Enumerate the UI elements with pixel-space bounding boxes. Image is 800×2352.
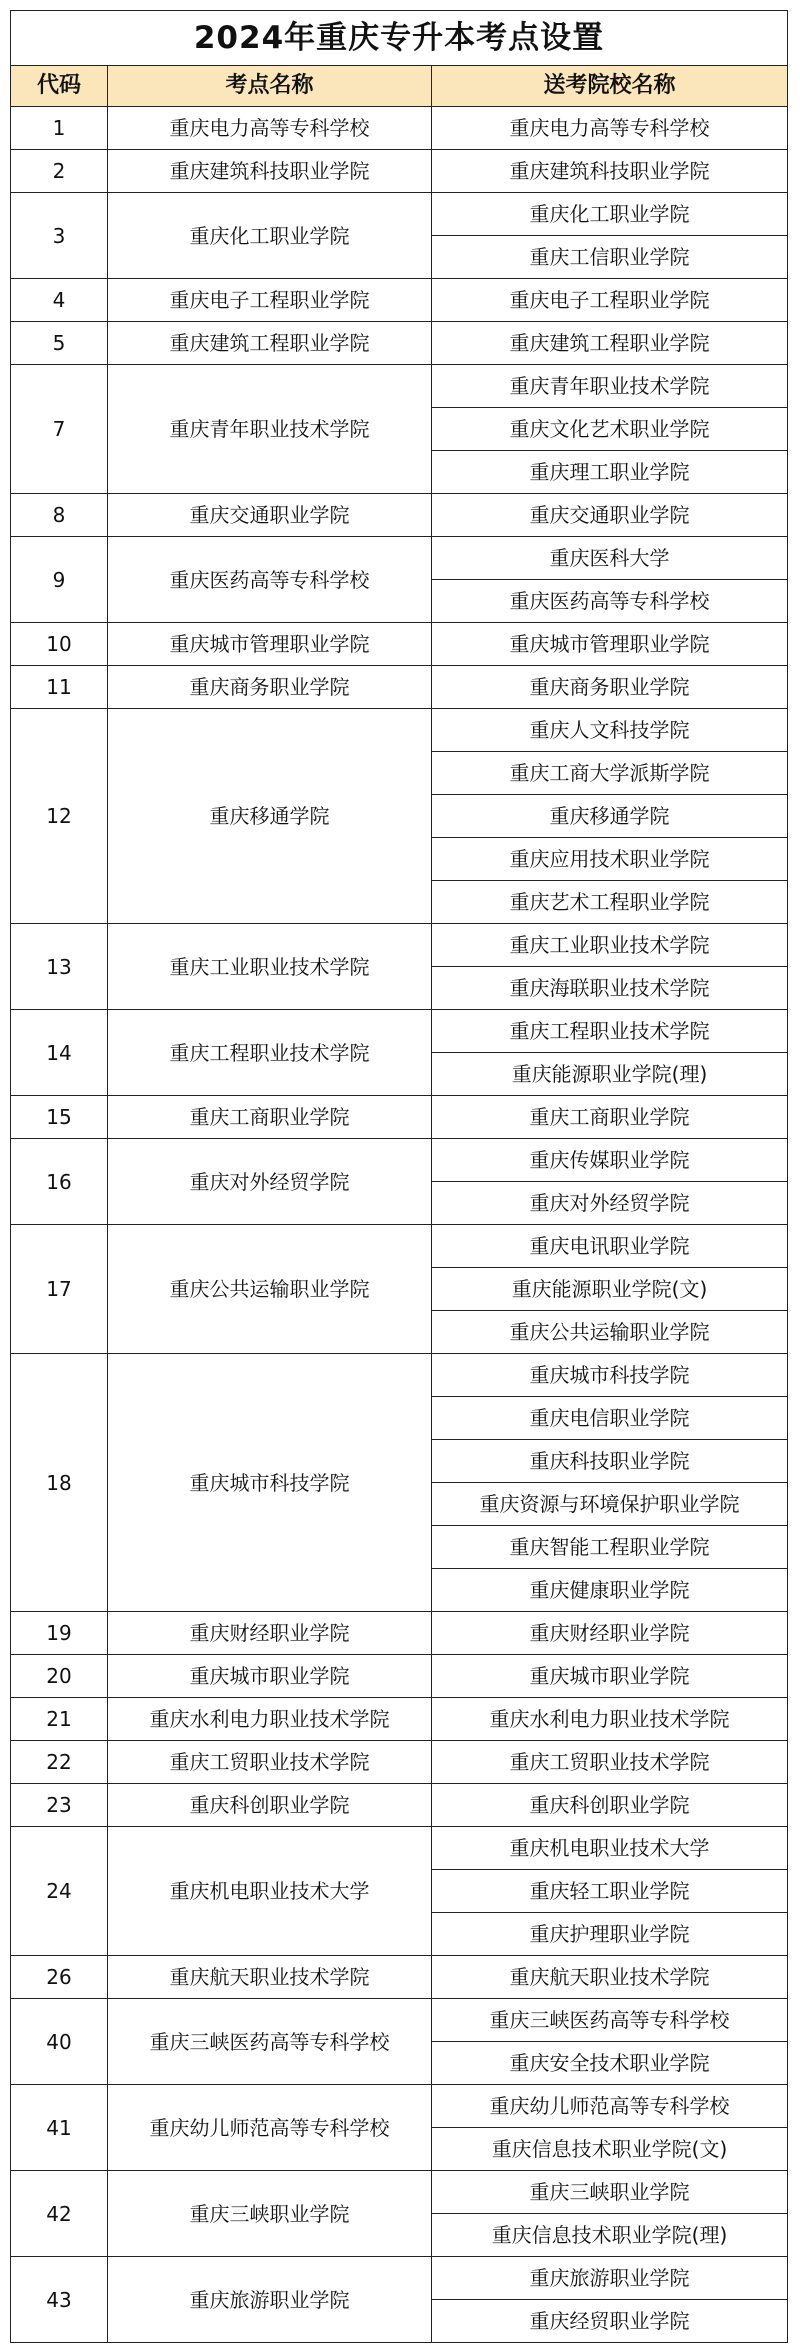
school-name-cell: 重庆智能工程职业学院 — [432, 1526, 788, 1569]
school-name-cell: 重庆传媒职业学院 — [432, 1139, 788, 1182]
site-code-cell: 42 — [11, 2171, 108, 2257]
site-code-cell: 41 — [11, 2085, 108, 2171]
site-name-cell: 重庆电力高等专科学校 — [108, 107, 432, 150]
site-code-cell: 14 — [11, 1010, 108, 1096]
title-row — [11, 11, 788, 66]
site-name-cell: 重庆公共运输职业学院 — [108, 1225, 432, 1354]
site-code-cell: 21 — [11, 1698, 108, 1741]
table-row — [11, 1956, 788, 1999]
table-row — [11, 709, 788, 752]
school-name-cell: 重庆能源职业学院(理) — [432, 1053, 788, 1096]
school-name-cell: 重庆幼儿师范高等专科学校 — [432, 2085, 788, 2128]
site-code-cell: 4 — [11, 279, 108, 322]
site-code-cell: 2 — [11, 150, 108, 193]
site-code-cell: 19 — [11, 1612, 108, 1655]
table-row — [11, 1741, 788, 1784]
site-code-cell: 5 — [11, 322, 108, 365]
site-code-cell: 24 — [11, 1827, 108, 1956]
site-name-cell: 重庆三峡职业学院 — [108, 2171, 432, 2257]
school-name-cell: 重庆电子工程职业学院 — [432, 279, 788, 322]
school-name-cell: 重庆理工职业学院 — [432, 451, 788, 494]
school-name-cell: 重庆医科大学 — [432, 537, 788, 580]
table-row — [11, 365, 788, 408]
school-name-cell: 重庆工贸职业技术学院 — [432, 1741, 788, 1784]
site-name-cell: 重庆建筑科技职业学院 — [108, 150, 432, 193]
site-name-cell: 重庆对外经贸学院 — [108, 1139, 432, 1225]
site-name-cell: 重庆建筑工程职业学院 — [108, 322, 432, 365]
table-row — [11, 1225, 788, 1268]
school-name-cell: 重庆城市管理职业学院 — [432, 623, 788, 666]
site-name-cell: 重庆机电职业技术大学 — [108, 1827, 432, 1956]
site-name-cell: 重庆三峡医药高等专科学校 — [108, 1999, 432, 2085]
school-name-cell: 重庆水利电力职业技术学院 — [432, 1698, 788, 1741]
table-row — [11, 494, 788, 537]
site-name-cell: 重庆工贸职业技术学院 — [108, 1741, 432, 1784]
school-name-cell: 重庆三峡职业学院 — [432, 2171, 788, 2214]
school-name-cell: 重庆工程职业技术学院 — [432, 1010, 788, 1053]
site-name-cell: 重庆旅游职业学院 — [108, 2257, 432, 2343]
school-name-cell: 重庆科技职业学院 — [432, 1440, 788, 1483]
site-name-cell: 重庆科创职业学院 — [108, 1784, 432, 1827]
school-name-cell: 重庆艺术工程职业学院 — [432, 881, 788, 924]
school-name-cell: 重庆资源与环境保护职业学院 — [432, 1483, 788, 1526]
site-code-cell: 16 — [11, 1139, 108, 1225]
site-code-cell: 3 — [11, 193, 108, 279]
table-body — [11, 11, 788, 2343]
school-name-cell: 重庆商务职业学院 — [432, 666, 788, 709]
school-name-cell: 重庆航天职业技术学院 — [432, 1956, 788, 1999]
header-row — [11, 66, 788, 107]
site-code-cell: 15 — [11, 1096, 108, 1139]
school-name-cell: 重庆财经职业学院 — [432, 1612, 788, 1655]
header-schools: 送考院校名称 — [432, 66, 788, 107]
site-name-cell: 重庆电子工程职业学院 — [108, 279, 432, 322]
school-name-cell: 重庆青年职业技术学院 — [432, 365, 788, 408]
site-code-cell: 17 — [11, 1225, 108, 1354]
table-row — [11, 1827, 788, 1870]
school-name-cell: 重庆移通学院 — [432, 795, 788, 838]
exam-site-table — [10, 10, 788, 2343]
school-name-cell: 重庆海联职业技术学院 — [432, 967, 788, 1010]
table-row — [11, 1999, 788, 2042]
school-name-cell: 重庆工商大学派斯学院 — [432, 752, 788, 795]
school-name-cell: 重庆三峡医药高等专科学校 — [432, 1999, 788, 2042]
site-name-cell: 重庆移通学院 — [108, 709, 432, 924]
school-name-cell: 重庆应用技术职业学院 — [432, 838, 788, 881]
school-name-cell: 重庆健康职业学院 — [432, 1569, 788, 1612]
school-name-cell: 重庆医药高等专科学校 — [432, 580, 788, 623]
school-name-cell: 重庆安全技术职业学院 — [432, 2042, 788, 2085]
site-code-cell: 20 — [11, 1655, 108, 1698]
table-row — [11, 1784, 788, 1827]
site-name-cell: 重庆航天职业技术学院 — [108, 1956, 432, 1999]
table-row — [11, 1655, 788, 1698]
site-name-cell: 重庆水利电力职业技术学院 — [108, 1698, 432, 1741]
school-name-cell: 重庆经贸职业学院 — [432, 2300, 788, 2343]
site-code-cell: 10 — [11, 623, 108, 666]
site-code-cell: 12 — [11, 709, 108, 924]
site-name-cell: 重庆青年职业技术学院 — [108, 365, 432, 494]
table-row — [11, 1010, 788, 1053]
site-code-cell: 18 — [11, 1354, 108, 1612]
school-name-cell: 重庆城市科技学院 — [432, 1354, 788, 1397]
table-row — [11, 924, 788, 967]
table-row — [11, 1096, 788, 1139]
school-name-cell: 重庆信息技术职业学院(文) — [432, 2128, 788, 2171]
table-row — [11, 666, 788, 709]
site-code-cell: 22 — [11, 1741, 108, 1784]
table-row — [11, 1354, 788, 1397]
table-row — [11, 2171, 788, 2214]
school-name-cell: 重庆机电职业技术大学 — [432, 1827, 788, 1870]
table-row — [11, 279, 788, 322]
table-row — [11, 150, 788, 193]
table-row — [11, 322, 788, 365]
table-row — [11, 107, 788, 150]
school-name-cell: 重庆对外经贸学院 — [432, 1182, 788, 1225]
header-site: 考点名称 — [108, 66, 432, 107]
table-row — [11, 623, 788, 666]
school-name-cell: 重庆工信职业学院 — [432, 236, 788, 279]
school-name-cell: 重庆人文科技学院 — [432, 709, 788, 752]
school-name-cell: 重庆科创职业学院 — [432, 1784, 788, 1827]
school-name-cell: 重庆电讯职业学院 — [432, 1225, 788, 1268]
school-name-cell: 重庆护理职业学院 — [432, 1913, 788, 1956]
school-name-cell: 重庆化工职业学院 — [432, 193, 788, 236]
site-name-cell: 重庆医药高等专科学校 — [108, 537, 432, 623]
school-name-cell: 重庆公共运输职业学院 — [432, 1311, 788, 1354]
site-name-cell: 重庆化工职业学院 — [108, 193, 432, 279]
site-name-cell: 重庆城市职业学院 — [108, 1655, 432, 1698]
site-name-cell: 重庆幼儿师范高等专科学校 — [108, 2085, 432, 2171]
site-code-cell: 8 — [11, 494, 108, 537]
school-name-cell: 重庆电信职业学院 — [432, 1397, 788, 1440]
exam-site-sheet — [10, 10, 787, 2343]
header-code: 代码 — [11, 66, 108, 107]
table-title: 2024年重庆专升本考点设置 — [11, 11, 788, 66]
site-code-cell: 26 — [11, 1956, 108, 1999]
school-name-cell: 重庆旅游职业学院 — [432, 2257, 788, 2300]
site-name-cell: 重庆工业职业技术学院 — [108, 924, 432, 1010]
site-code-cell: 40 — [11, 1999, 108, 2085]
site-code-cell: 11 — [11, 666, 108, 709]
site-name-cell: 重庆城市管理职业学院 — [108, 623, 432, 666]
school-name-cell: 重庆工商职业学院 — [432, 1096, 788, 1139]
table-row — [11, 537, 788, 580]
school-name-cell: 重庆文化艺术职业学院 — [432, 408, 788, 451]
site-name-cell: 重庆交通职业学院 — [108, 494, 432, 537]
table-row — [11, 2085, 788, 2128]
table-row — [11, 1612, 788, 1655]
table-row — [11, 1139, 788, 1182]
school-name-cell: 重庆交通职业学院 — [432, 494, 788, 537]
school-name-cell: 重庆轻工职业学院 — [432, 1870, 788, 1913]
school-name-cell: 重庆电力高等专科学校 — [432, 107, 788, 150]
school-name-cell: 重庆信息技术职业学院(理) — [432, 2214, 788, 2257]
site-name-cell: 重庆工商职业学院 — [108, 1096, 432, 1139]
site-name-cell: 重庆商务职业学院 — [108, 666, 432, 709]
site-name-cell: 重庆财经职业学院 — [108, 1612, 432, 1655]
site-code-cell: 43 — [11, 2257, 108, 2343]
table-row — [11, 2257, 788, 2300]
school-name-cell: 重庆建筑科技职业学院 — [432, 150, 788, 193]
site-code-cell: 1 — [11, 107, 108, 150]
site-name-cell: 重庆城市科技学院 — [108, 1354, 432, 1612]
school-name-cell: 重庆工业职业技术学院 — [432, 924, 788, 967]
site-code-cell: 7 — [11, 365, 108, 494]
school-name-cell: 重庆能源职业学院(文) — [432, 1268, 788, 1311]
site-code-cell: 13 — [11, 924, 108, 1010]
school-name-cell: 重庆城市职业学院 — [432, 1655, 788, 1698]
table-row — [11, 193, 788, 236]
site-code-cell: 23 — [11, 1784, 108, 1827]
site-name-cell: 重庆工程职业技术学院 — [108, 1010, 432, 1096]
site-code-cell: 9 — [11, 537, 108, 623]
school-name-cell: 重庆建筑工程职业学院 — [432, 322, 788, 365]
table-row — [11, 1698, 788, 1741]
